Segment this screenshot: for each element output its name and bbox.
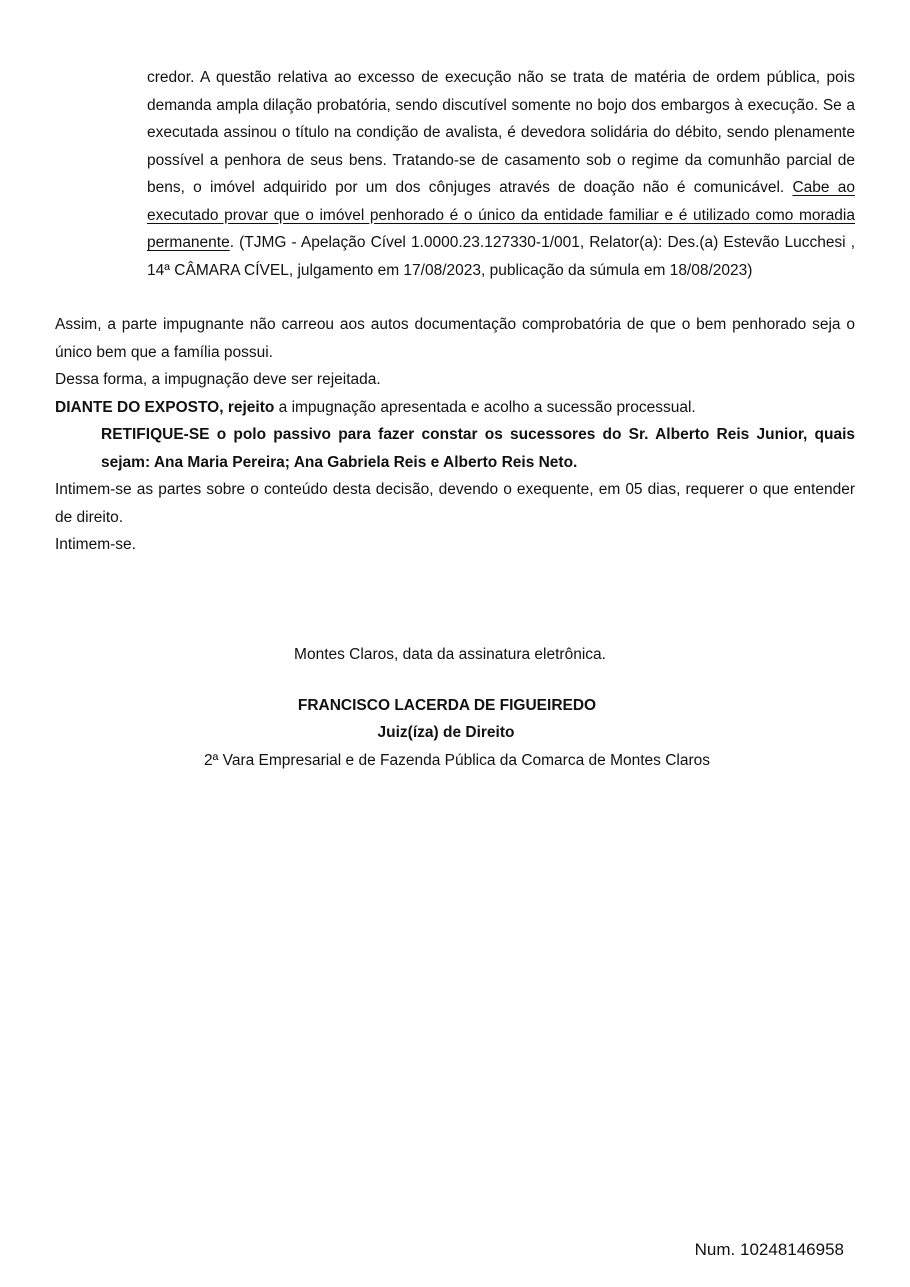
paragraph-notify: Intimem-se. xyxy=(55,536,136,553)
decision-rest-text: a impugnação apresentada e acolho a sucessão processual. xyxy=(274,398,696,416)
paragraph-notify-parties: Intimem-se as partes sobre o conteúdo desta decisão, devendo o exequente, em 05 dias, requerer o que entender de direito. xyxy=(55,481,855,526)
judge-role: Juiz(íza) de Direito xyxy=(377,724,515,741)
quote-underlined-text: Cabe ao executado provar que o imóvel penhorado é o único da entidade familiar e é utilizado como moradia permanente xyxy=(147,179,855,251)
paragraph-decision xyxy=(55,394,855,422)
jurisprudence-quote xyxy=(147,64,855,284)
quote-text-before: credor. A questão relativa ao excesso de execução não se trata de matéria de ordem pública, pois demanda ampla dilação probatória, sendo discutível somente no bojo dos embargos à execução. Se a executada assinou o título na condição de avalista, é devedora solidária do débito, sendo plenamente possível a penhora de seus bens. Tratando-se de casamento sob o regime da comunhão parcial de bens, o imóvel adquirido por um dos cônjuges através de doação não é comunicável. xyxy=(147,69,855,196)
paragraph-evidence: Assim, a parte impugnante não carreou aos autos documentação comprobatória de que o bem penhorado seja o único bem que a família possui. xyxy=(55,316,855,361)
court-name: 2ª Vara Empresarial e de Fazenda Pública da Comarca de Montes Claros xyxy=(203,752,710,769)
decision-bold-text: DIANTE DO EXPOSTO, rejeito xyxy=(55,398,275,416)
quote-text-after: . (TJMG - Apelação Cível 1.0000.23.127330-1/001, Relator(a): Des.(a) Estevão Lucchesi , 14ª CÂMARA CÍVEL, julgamento em 17/08/2023, publicação da súmula em 18/08/2023) xyxy=(147,234,855,279)
decision-body xyxy=(55,311,855,559)
quote-paragraph xyxy=(147,64,855,284)
paragraph-rectify: RETIFIQUE-SE o polo passivo para fazer constar os sucessores do Sr. Alberto Reis Junior, quais sejam: Ana Maria Pereira; Ana Gabriela Reis e Alberto Reis Neto. xyxy=(101,426,855,471)
judge-name: FRANCISCO LACERDA DE FIGUEIREDO xyxy=(297,697,597,714)
document-number: Num. 10248146958 xyxy=(694,1240,844,1259)
paragraph-conclusion: Dessa forma, a impugnação deve ser rejeitada. xyxy=(55,371,381,388)
place-date-line: Montes Claros, data da assinatura eletrônica. xyxy=(294,646,606,663)
